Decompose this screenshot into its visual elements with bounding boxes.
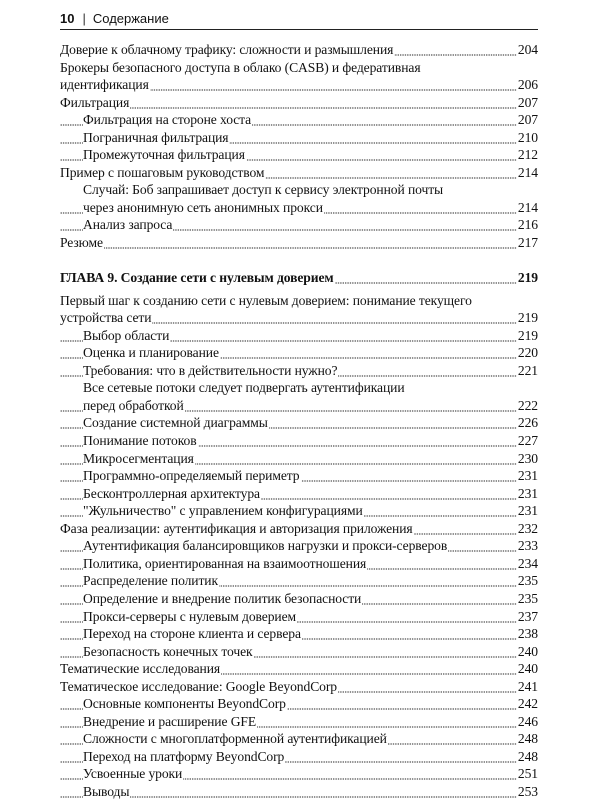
toc-subentry[interactable] bbox=[60, 555, 538, 573]
toc-subentry[interactable] bbox=[60, 695, 538, 713]
toc-entry-page: 231 bbox=[517, 485, 538, 501]
toc-entry-title: Промежуточная фильтрация bbox=[83, 147, 245, 163]
toc-entry-page: 248 bbox=[517, 731, 538, 747]
toc-subentry[interactable] bbox=[60, 146, 538, 164]
toc-entry-title: Фаза реализации: аутентификация и авторизация приложения bbox=[60, 520, 413, 536]
toc-entry-title: Прокси-серверы с нулевым доверием bbox=[83, 608, 297, 624]
toc-entry-title: устройства сети bbox=[60, 310, 152, 326]
toc-entry[interactable] bbox=[60, 94, 538, 112]
toc-subentry[interactable] bbox=[60, 397, 538, 415]
page-number: 10 bbox=[60, 11, 75, 26]
toc-entry-page: 233 bbox=[517, 538, 538, 554]
toc-entry-title: Бесконтроллерная архитектура bbox=[83, 485, 260, 501]
toc-entry-title: Переход на платформу BeyondCorp bbox=[83, 748, 285, 764]
toc-subentry[interactable] bbox=[60, 362, 538, 380]
toc-entry-title: Определение и внедрение политик безопасности bbox=[83, 590, 362, 606]
table-of-contents bbox=[60, 41, 538, 801]
toc-entry[interactable] bbox=[60, 309, 538, 327]
toc-entry-title: "Жульничество" с управлением конфигурациями bbox=[83, 503, 363, 519]
toc-subentry[interactable] bbox=[60, 467, 538, 485]
toc-entry-page: 240 bbox=[517, 661, 538, 677]
toc-subentry[interactable] bbox=[60, 713, 538, 731]
toc-entry-page: 237 bbox=[517, 608, 538, 624]
toc-entry-title: Фильтрация bbox=[60, 94, 130, 110]
toc-entry-title: Понимание потоков bbox=[83, 433, 197, 449]
toc-entry-page: 230 bbox=[517, 450, 538, 466]
toc-entry-page: 214 bbox=[517, 199, 538, 215]
toc-entry-title: Тематическое исследование: Google BeyondCorp bbox=[60, 678, 337, 694]
toc-entry-title: Аутентификация балансировщиков нагрузки и прокси-серверов bbox=[83, 538, 448, 554]
toc-subentry[interactable] bbox=[60, 199, 538, 217]
toc-subentry[interactable] bbox=[60, 537, 538, 555]
toc-entry-page: 214 bbox=[517, 164, 538, 180]
toc-entry-title: идентификация bbox=[60, 77, 149, 93]
toc-entry-page: 219 bbox=[517, 327, 538, 343]
toc-entry-page: 235 bbox=[517, 573, 538, 589]
toc-entry-page: 234 bbox=[517, 555, 538, 571]
toc-entry-page: 212 bbox=[517, 147, 538, 163]
toc-entry-page: 235 bbox=[517, 590, 538, 606]
toc-entry-page: 204 bbox=[517, 42, 538, 57]
header-rule bbox=[60, 29, 538, 30]
toc-subentry[interactable] bbox=[60, 414, 538, 432]
toc-entry-page: 231 bbox=[517, 468, 538, 484]
toc-entry-page: 206 bbox=[517, 77, 538, 93]
toc-entry[interactable] bbox=[60, 660, 538, 678]
toc-entry-title: Выводы bbox=[83, 783, 130, 799]
toc-entry-page: 232 bbox=[517, 520, 538, 536]
running-header bbox=[60, 8, 538, 30]
toc-entry-title: Сложности с многоплатформенной аутентификацией bbox=[83, 731, 387, 747]
toc-subentry[interactable] bbox=[60, 590, 538, 608]
toc-entry-title: Выбор области bbox=[83, 327, 170, 343]
toc-subentry[interactable] bbox=[60, 181, 538, 199]
toc-subentry[interactable] bbox=[60, 327, 538, 345]
toc-entry-title: перед обработкой bbox=[83, 397, 184, 413]
toc-entry[interactable] bbox=[60, 678, 538, 696]
toc-entry[interactable] bbox=[60, 292, 538, 310]
toc-entry-page: 226 bbox=[517, 415, 538, 431]
toc-subentry[interactable] bbox=[60, 643, 538, 661]
toc-subentry[interactable] bbox=[60, 608, 538, 626]
toc-entry-page: 221 bbox=[517, 362, 538, 378]
toc-entry-page: 253 bbox=[517, 783, 538, 799]
toc-entry-title: Требования: что в действительности нужно? bbox=[83, 362, 338, 378]
toc-entry-title: Анализ запроса bbox=[83, 217, 173, 233]
toc-entry-page: 242 bbox=[517, 696, 538, 712]
toc-entry-title: Распределение политик bbox=[83, 573, 218, 589]
toc-entry-page: 220 bbox=[517, 345, 538, 361]
toc-entry-title: Оценка и планирование bbox=[83, 345, 219, 361]
toc-entry-page: 246 bbox=[517, 713, 538, 729]
toc-subentry[interactable] bbox=[60, 748, 538, 766]
toc-entry-title: Создание системной диаграммы bbox=[83, 415, 268, 431]
toc-subentry[interactable] bbox=[60, 344, 538, 362]
toc-entry-title: Программно-определяемый периметр bbox=[83, 468, 300, 484]
toc-entry-page: 251 bbox=[517, 766, 538, 782]
toc-subentry[interactable] bbox=[60, 783, 538, 801]
toc-entry-title: Политика, ориентированная на взаимоотношения bbox=[83, 555, 367, 571]
toc-subentry[interactable] bbox=[60, 450, 538, 468]
toc-entry-page: 231 bbox=[517, 503, 538, 519]
toc-entry-page: 216 bbox=[517, 217, 538, 233]
toc-subentry[interactable] bbox=[60, 502, 538, 520]
toc-entry-title: через анонимную сеть анонимных прокси bbox=[83, 199, 323, 215]
toc-subentry[interactable] bbox=[60, 216, 538, 234]
toc-entry-title: Первый шаг к созданию сети с нулевым доверием: понимание текущего bbox=[60, 292, 472, 308]
toc-entry-page: 219 bbox=[517, 310, 538, 326]
toc-entry-page: 207 bbox=[517, 94, 538, 110]
toc-entry-title: Переход на стороне клиента и сервера bbox=[83, 626, 301, 642]
toc-entry-page: 217 bbox=[517, 235, 538, 251]
toc-entry-title: Пример с пошаговым руководством bbox=[60, 164, 265, 180]
toc-entry-page: 241 bbox=[517, 678, 538, 694]
toc-entry-title: Все сетевые потоки следует подвергать аутентификации bbox=[83, 380, 405, 396]
section-title: Содержание bbox=[92, 11, 169, 26]
toc-entry-title: Основные компоненты BeyondCorp bbox=[83, 696, 286, 712]
toc-entry-page: 222 bbox=[517, 397, 538, 413]
chapter-page: 219 bbox=[517, 270, 538, 286]
toc-entry-title: Пограничная фильтрация bbox=[83, 129, 229, 145]
toc-entry-title: Доверие к облачному трафику: сложности и размышления bbox=[60, 42, 394, 57]
toc-subentry[interactable] bbox=[60, 485, 538, 503]
toc-subentry[interactable] bbox=[60, 765, 538, 783]
header-separator: | bbox=[82, 11, 86, 26]
toc-entry[interactable] bbox=[60, 59, 538, 77]
toc-entry-title: Случай: Боб запрашивает доступ к сервису электронной почты bbox=[83, 182, 444, 198]
toc-entry-title: Тематические исследования bbox=[60, 661, 221, 677]
toc-subentry[interactable] bbox=[60, 111, 538, 129]
toc-subentry[interactable] bbox=[60, 730, 538, 748]
toc-entry-title: Усвоенные уроки bbox=[83, 766, 183, 782]
toc-subentry[interactable] bbox=[60, 572, 538, 590]
toc-entry[interactable] bbox=[60, 41, 538, 59]
toc-entry[interactable] bbox=[60, 76, 538, 94]
toc-entry-title: Внедрение и расширение GFE bbox=[83, 713, 257, 729]
toc-subentry[interactable] bbox=[60, 379, 538, 397]
toc-entry-page: 210 bbox=[517, 129, 538, 145]
toc-subentry[interactable] bbox=[60, 432, 538, 450]
toc-entry-title: Микросегментация bbox=[83, 450, 194, 466]
toc-entry[interactable] bbox=[60, 520, 538, 538]
toc-entry[interactable] bbox=[60, 234, 538, 252]
toc-entry-title: Брокеры безопасного доступа в облако (CASB) и федеративная bbox=[60, 59, 421, 75]
chapter-title: ГЛАВА 9. Создание сети с нулевым доверием bbox=[60, 270, 334, 286]
toc-chapter-heading[interactable] bbox=[60, 269, 538, 287]
toc-entry-page: 240 bbox=[517, 643, 538, 659]
toc-entry[interactable] bbox=[60, 164, 538, 182]
toc-subentry[interactable] bbox=[60, 625, 538, 643]
toc-subentry[interactable] bbox=[60, 129, 538, 147]
spacer bbox=[60, 252, 538, 270]
toc-entry-title: Фильтрация на стороне хоста bbox=[83, 112, 252, 128]
toc-entry-page: 207 bbox=[517, 112, 538, 128]
toc-entry-page: 227 bbox=[517, 433, 538, 449]
toc-entry-page: 238 bbox=[517, 626, 538, 642]
toc-entry-page: 248 bbox=[517, 748, 538, 764]
toc-entry-title: Безопасность конечных точек bbox=[83, 643, 253, 659]
toc-entry-title: Резюме bbox=[60, 235, 103, 251]
